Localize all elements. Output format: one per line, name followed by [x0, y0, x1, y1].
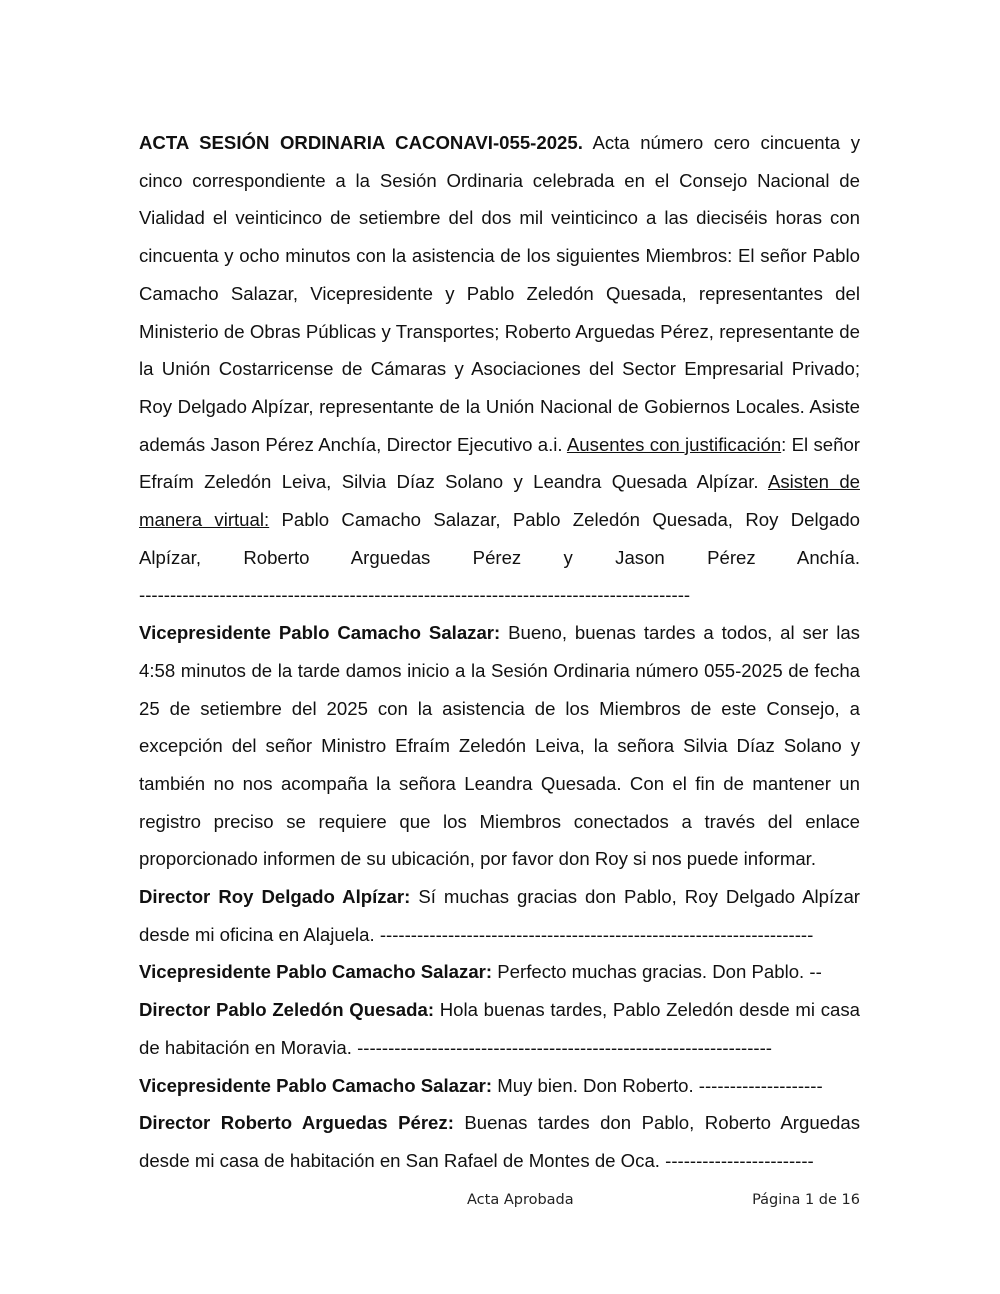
- minutes-title: ACTA SESIÓN ORDINARIA CACONAVI-055-2025.: [139, 132, 583, 153]
- virtual-label: Asisten de manera virtual:: [139, 471, 860, 531]
- approval-status: Acta Aprobada: [467, 1192, 574, 1208]
- virtual-text: Pablo Camacho Salazar, Pablo Zeledón Quesada, Roy Delgado Alpízar, Roberto Arguedas Pérez y Jason Pérez Anchía.: [139, 509, 860, 568]
- speech-text: Hola buenas tardes, Pablo Zeledón desde mi casa de habitación en Moravia.: [139, 999, 860, 1058]
- speaker-name: Vicepresidente Pablo Camacho Salazar:: [139, 1074, 493, 1096]
- speech-text: Sí muchas gracias don Pablo, Roy Delgado Alpízar desde mi oficina en Alajuela.: [139, 886, 861, 945]
- speaker-name: Director Roy Delgado Alpízar:: [139, 886, 411, 908]
- speech-vicepresident-3: [139, 1067, 860, 1105]
- speech-roberto-arguedas: [139, 1104, 860, 1179]
- speaker-name: Vicepresidente Pablo Camacho Salazar:: [139, 961, 493, 983]
- absent-label: Ausentes con justificación: [566, 433, 782, 455]
- dash-filler: -------------------------------------------------------------------: [357, 1036, 772, 1058]
- dash-filler: -----------------------------------------------------------------------------------------: [139, 584, 691, 606]
- speech-text: Buenas tardes don Pablo, Roberto Arguedas desde mi casa de habitación en San Rafael de Montes de Oca.: [139, 1112, 861, 1171]
- dash-filler: --------------------: [698, 1074, 823, 1096]
- speech-text: Perfecto muchas gracias. Don Pablo. --: [492, 961, 822, 983]
- speaker-name: Vicepresidente Pablo Camacho Salazar:: [139, 622, 501, 644]
- page-number: Página 1 de 16: [752, 1192, 860, 1208]
- speech-text: Muy bien. Don Roberto.: [492, 1074, 699, 1096]
- speaker-name: Director Roberto Arguedas Pérez:: [139, 1112, 454, 1134]
- speech-text: Bueno, buenas tardes a todos, al ser las 4:58 minutos de la tarde damos inicio a la Sesión Ordinaria número 055-2025 de fecha 25 de setiembre del 2025 con la asistencia de los Miembros de este Consejo, a excepción del señor Ministro Efraím Zeledón Leiva, la señora Silvia Díaz Solano y también no nos acompaña la señora Leandra Quesada. Con el fin de mantener un registro preciso se requiere que los Miembros conectados a través del enlace proporcionado informen de su ubicación, por favor don Roy si nos puede informar.: [139, 622, 860, 870]
- speaker-name: Director Pablo Zeledón Quesada:: [139, 999, 435, 1021]
- minutes-body: [139, 124, 860, 1180]
- absent-text: : El señor Efraím Zeledón Leiva, Silvia Díaz Solano y Leandra Quesada Alpízar.: [139, 433, 860, 493]
- page-footer: [0, 1192, 1000, 1216]
- dash-filler: ----------------------------------------------------------------------: [379, 923, 814, 945]
- speech-roy-delgado: [139, 878, 860, 953]
- speech-vicepresident-1: [139, 614, 860, 878]
- opening-paragraph: [139, 124, 860, 614]
- speech-vicepresident-2: [139, 953, 860, 991]
- dash-filler: ------------------------: [665, 1149, 814, 1171]
- opening-text: Acta número cero cincuenta y cinco correspondiente a la Sesión Ordinaria celebrada en el Consejo Nacional de Vialidad el veinticinco de setiembre del dos mil veinticinco a las dieciséis horas con cincuenta y ocho minutos con la asistencia de los siguientes Miembros: El señor Pablo Camacho Salazar, Vicepresidente y Pablo Zeledón Quesada, representantes del Ministerio de Obras Públicas y Transportes; Roberto Arguedas Pérez, representante de la Unión Costarricense de Cámaras y Asociaciones del Sector Empresarial Privado; Roy Delgado Alpízar, representante de la Unión Nacional de Gobiernos Locales. Asiste además Jason Pérez Anchía, Director Ejecutivo a.i.: [139, 132, 860, 455]
- speech-pablo-zeledon: [139, 991, 860, 1066]
